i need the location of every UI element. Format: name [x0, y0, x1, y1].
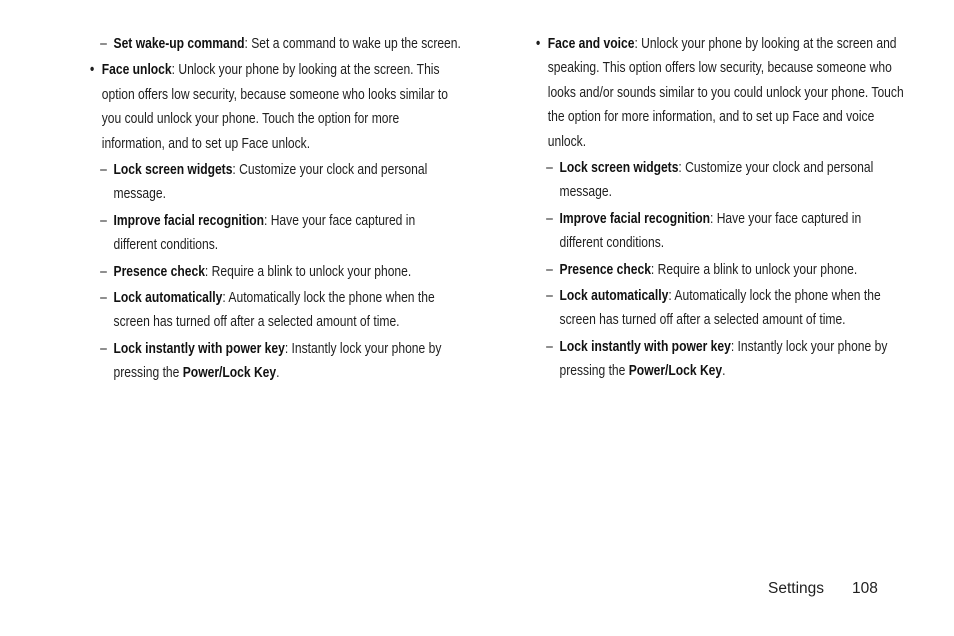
list-item-improve-facial-recognition	[90, 209, 462, 258]
key-name: Power/Lock Key	[182, 365, 277, 382]
item-term: Presence check	[113, 263, 205, 280]
item-description: : Have your face captured in different conditions.	[113, 212, 416, 254]
list-item-face-unlock	[90, 58, 462, 156]
dash-marker: –	[100, 340, 107, 357]
item-term: Presence check	[559, 261, 651, 278]
item-description: : Set a command to wake up the screen.	[244, 36, 461, 52]
list-item-lock-screen-widgets	[536, 156, 908, 205]
list-item-presence-check	[90, 260, 462, 284]
item-description: : Automatically lock the phone when the screen has turned off after a selected amount of time.	[559, 288, 881, 329]
item-term: Improve facial recognition	[113, 212, 264, 229]
dash-marker: –	[100, 162, 107, 179]
right-column	[536, 32, 908, 386]
bullet-marker: •	[536, 36, 541, 52]
list-item-presence-check	[536, 258, 908, 282]
item-term: Face and voice	[547, 36, 635, 52]
item-term: Lock instantly with power key	[559, 338, 731, 355]
list-item-lock-instantly	[90, 337, 462, 386]
dash-marker: –	[546, 160, 553, 177]
item-term: Lock instantly with power key	[113, 340, 285, 357]
item-description: : Require a blink to unlock your phone.	[204, 263, 412, 280]
dash-marker: –	[546, 210, 553, 227]
item-description: : Unlock your phone by looking at the screen. This option offers low security, because someone who looks similar to you could unlock your phone. Touch the option for more information, and to set up Face unlock.	[101, 62, 449, 152]
item-description: : Automatically lock the phone when the screen has turned off after a selected amount of time.	[113, 290, 435, 331]
item-description-end: .	[722, 363, 726, 380]
dash-marker: –	[546, 261, 553, 278]
list-item-improve-facial-recognition	[536, 207, 908, 256]
item-description: : Instantly lock your phone by pressing the	[559, 338, 888, 380]
item-term: Lock automatically	[559, 288, 669, 305]
item-description: : Unlock your phone by looking at the screen and speaking. This option offers low security, because someone who looks and/or sounds similar to you could unlock your phone. Touch the option for more information, and to set up Face and voice unlock.	[547, 36, 904, 150]
item-term: Set wake-up command	[113, 36, 245, 52]
item-term: Improve facial recognition	[559, 210, 710, 227]
left-column	[90, 32, 462, 388]
item-term: Lock automatically	[113, 290, 223, 307]
footer-section-title: Settings	[768, 580, 825, 597]
item-term: Face unlock	[101, 62, 172, 79]
list-item-face-and-voice	[536, 32, 908, 154]
item-description: : Instantly lock your phone by pressing the	[113, 340, 442, 382]
list-item-lock-screen-widgets	[90, 158, 462, 207]
dash-marker: –	[100, 263, 107, 280]
page-number: 108	[852, 580, 878, 597]
item-description: : Have your face captured in different conditions.	[559, 210, 862, 252]
item-description: : Require a blink to unlock your phone.	[650, 261, 858, 278]
item-description-end: .	[276, 365, 280, 382]
dash-marker: –	[100, 212, 107, 229]
item-description: : Customize your clock and personal message.	[113, 162, 428, 203]
list-item-lock-instantly	[536, 335, 908, 384]
item-term: Lock screen widgets	[559, 160, 679, 177]
dash-marker: –	[100, 290, 107, 307]
dash-marker: –	[546, 288, 553, 305]
list-item-set-wake-up-command	[90, 32, 462, 56]
item-description: : Customize your clock and personal message.	[559, 160, 874, 201]
dash-marker: –	[100, 36, 107, 52]
list-item-lock-automatically	[536, 284, 908, 333]
key-name: Power/Lock Key	[628, 363, 723, 380]
item-term: Lock screen widgets	[113, 162, 233, 179]
list-item-lock-automatically	[90, 286, 462, 335]
bullet-marker: •	[90, 62, 95, 79]
dash-marker: –	[546, 338, 553, 355]
